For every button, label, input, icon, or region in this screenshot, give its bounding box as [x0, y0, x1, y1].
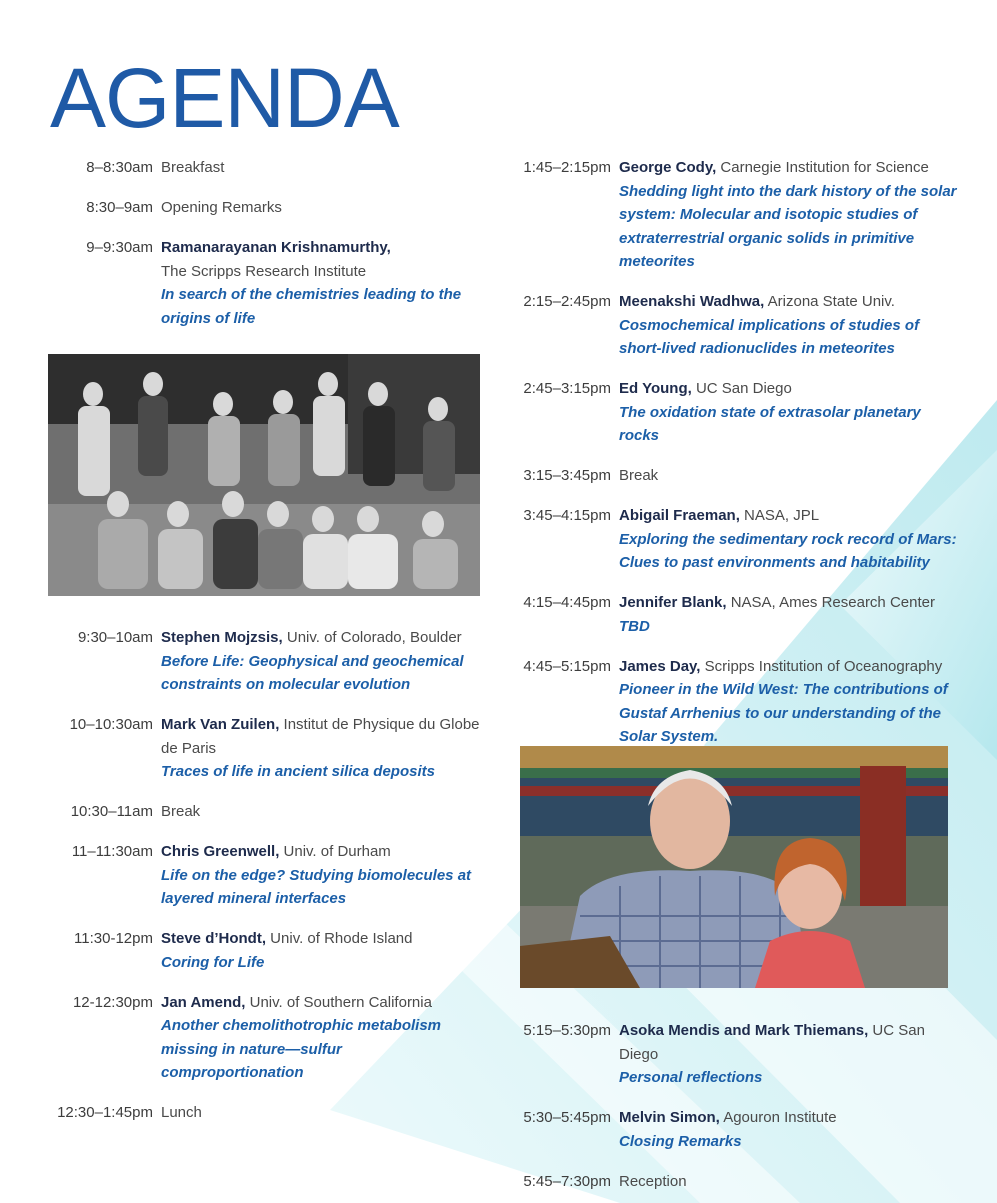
entry-talk-title: Shedding light into the dark history of the solar system: Molecular and isotopic studies of extraterrestrial organic solids in primitive meteorites	[619, 182, 957, 270]
entry-affiliation: Univ. of Southern California	[245, 993, 432, 1011]
entry-speaker: Melvin Simon,	[619, 1109, 720, 1126]
entry-talk-title: TBD	[619, 617, 650, 635]
entry-talk-title: Another chemolithotrophic metabolism missing in nature—sulfur comproportionation	[161, 1017, 442, 1081]
entry-affiliation: Univ. of Durham	[279, 843, 391, 860]
entry-talk-title: Before Life: Geophysical and geochemical constraints on molecular evolution	[161, 652, 464, 693]
entry-speaker: James Day,	[619, 657, 701, 675]
agenda-entry	[40, 800, 485, 824]
entry-affiliation: NASA, JPL	[739, 507, 820, 524]
entry-speaker: Asoka Mendis and Mark Thiemans,	[619, 1022, 869, 1039]
entry-talk-title: In search of the chemistries leading to the origins of life	[161, 286, 462, 327]
entry-time: 9:30–10am	[77, 629, 153, 646]
agenda-left-top	[40, 156, 485, 330]
agenda-left-bottom	[40, 626, 485, 1125]
entry-talk-title: The oxidation state of extrasolar planetary rocks	[619, 403, 921, 444]
entry-affiliation: Arizona State Univ.	[764, 293, 895, 310]
entry-speaker: Ramanarayanan Krishnamurthy,	[161, 239, 391, 256]
entry-affiliation: Institut de Physique du Globe de Paris	[161, 716, 480, 757]
agenda-entry	[40, 626, 485, 697]
entry-affiliation: Carnegie Institution for Science	[716, 159, 929, 176]
entry-affiliation: The Scripps Research Institute	[161, 262, 367, 280]
agenda-entry	[40, 156, 485, 180]
entry-time: 11–11:30am	[71, 843, 153, 860]
entry-speaker: Meenakshi Wadhwa,	[619, 293, 765, 310]
entry-speaker: Jennifer Blank,	[619, 594, 727, 611]
couple-photo	[520, 746, 948, 988]
agenda-entry	[500, 655, 960, 749]
entry-speaker: Steve d’Hondt,	[161, 930, 267, 947]
entry-description: Opening Remarks	[161, 199, 282, 216]
entry-affiliation: UC San Diego	[691, 380, 792, 397]
entry-speaker: Chris Greenwell,	[161, 843, 280, 860]
agenda-entry	[500, 1106, 960, 1153]
group-photo	[48, 354, 480, 596]
entry-talk-title: Coring for Life	[161, 953, 265, 971]
entry-time: 1:45–2:15pm	[523, 159, 611, 176]
agenda-entry	[40, 927, 485, 974]
agenda-entry	[500, 464, 960, 488]
entry-talk-title: Cosmochemical implications of studies of short-lived radionuclides in meteorites	[619, 316, 920, 357]
entry-speaker: Ed Young,	[619, 380, 692, 397]
agenda-entry	[40, 713, 485, 784]
entry-time: 10–10:30am	[69, 716, 153, 733]
entry-affiliation: Agouron Institute	[719, 1109, 837, 1126]
entry-description: Break	[161, 803, 201, 820]
entry-time: 3:45–4:15pm	[523, 507, 611, 524]
entry-talk-title: Exploring the sedimentary rock record of Mars: Clues to past environments and habitability	[619, 530, 957, 571]
entry-affiliation: Univ. of Rhode Island	[266, 930, 413, 947]
entry-time: 5:15–5:30pm	[523, 1022, 611, 1039]
entry-speaker: Abigail Fraeman,	[619, 507, 740, 524]
agenda-entry	[500, 1019, 960, 1090]
entry-talk-title: Closing Remarks	[619, 1132, 742, 1150]
entry-time: 4:15–4:45pm	[523, 594, 611, 611]
entry-talk-title: Life on the edge? Studying biomolecules at layered mineral interfaces	[161, 866, 472, 907]
entry-description: Reception	[619, 1172, 687, 1190]
agenda-entry	[40, 840, 485, 911]
entry-time: 12:30–1:45pm	[57, 1104, 153, 1121]
entry-time: 3:15–3:45pm	[523, 467, 611, 484]
entry-time: 10:30–11am	[70, 803, 153, 820]
entry-description: Breakfast	[161, 159, 225, 176]
agenda-entry	[500, 377, 960, 448]
entry-talk-title: Traces of life in ancient silica deposits	[161, 763, 435, 780]
entry-affiliation: NASA, Ames Research Center	[726, 594, 935, 611]
entry-time: 11:30-12pm	[74, 930, 153, 947]
page-title: AGENDA	[50, 51, 399, 145]
entry-affiliation: Univ. of Colorado, Boulder	[282, 629, 462, 646]
agenda-entry	[500, 591, 960, 638]
agenda-entry	[40, 196, 485, 220]
entry-description: Lunch	[161, 1104, 202, 1121]
agenda-entry	[500, 156, 960, 274]
entry-talk-title: Pioneer in the Wild West: The contributions of Gustaf Arrhenius to our understanding of the Solar System.	[619, 681, 948, 745]
agenda-right-top	[500, 156, 960, 749]
entry-speaker: George Cody,	[619, 159, 717, 176]
entry-time: 2:15–2:45pm	[523, 293, 611, 310]
entry-time: 8:30–9am	[86, 199, 153, 216]
agenda-right-bottom	[500, 1019, 960, 1193]
agenda-entry	[40, 236, 485, 330]
entry-affiliation: UC San Diego	[619, 1022, 925, 1063]
entry-description: Break	[619, 467, 659, 484]
agenda-entry	[500, 1170, 960, 1194]
entry-time: 2:45–3:15pm	[523, 380, 611, 397]
entry-time: 12-12:30pm	[72, 993, 153, 1011]
entry-speaker: Stephen Mojzsis,	[161, 629, 283, 646]
entry-time: 5:45–7:30pm	[523, 1172, 611, 1190]
entry-speaker: Mark Van Zuilen,	[161, 716, 280, 733]
agenda-entry	[500, 290, 960, 361]
entry-speaker: Jan Amend,	[161, 993, 246, 1011]
entry-talk-title: Personal reflections	[619, 1069, 763, 1086]
entry-time: 4:45–5:15pm	[523, 657, 611, 675]
agenda-entry	[40, 991, 485, 1085]
agenda-entry	[500, 504, 960, 575]
entry-time: 9–9:30am	[86, 239, 153, 256]
entry-time: 5:30–5:45pm	[523, 1109, 611, 1126]
entry-affiliation: Scripps Institution of Oceanography	[700, 657, 943, 675]
entry-time: 8–8:30am	[86, 159, 153, 176]
agenda-entry	[40, 1101, 485, 1125]
